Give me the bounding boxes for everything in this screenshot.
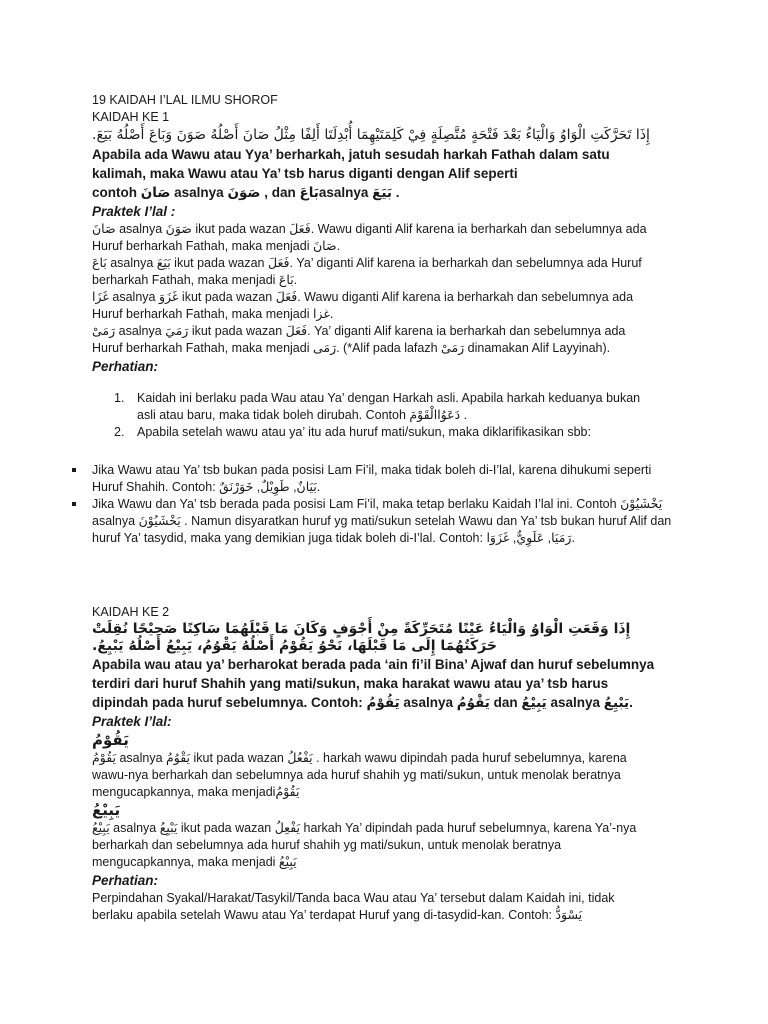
praktek-item: يَقُوْمُ asalnya يَقْوُمُ ikut pada wazan يَفْعُلُ . harkah wawu dipindah pada huruf sebelumnya, karena wawu-nya berharkah dan sebelumnya ada huruf shahih yg mati/sukun, untuk menolak beratnya mengucapkannya, maka menjadiيَقُوْمُ	[92, 751, 627, 799]
rule-explanation: Apabila wau atau ya’ berharokat berada pada ‘ain fi’il Bina’ Ajwaf dan huruf sebelumnya terdiri dari huruf Shahih yang mati/sukun, maka harakat wawu atau ya’ tsb harus dipindah pada huruf sebelumnya. Contoh: يَقُوْمُ asalnya يَقْوُمُ dan يَبِيْعُ asalnya يَبْيِعُ.	[92, 657, 655, 710]
arabic-rule: إِذَا تَحَرَّكَتِ الْوَاوُ وَالْيَاءُ بَعْدَ فَتْحَةٍ مُتَّصِلَةٍ فِيْ كَلِمَتَيْهِمَا أُبْدِلَتَا أَلِفًا مِثْلُ صَانَ أَصْلُهُ صَوَنَ وَبَاعَ أَصْلُهُ بَيَعَ.	[92, 127, 650, 143]
praktek-item: بَاعَ asalnya بَيَعَ ikut pada wazan فَعَلَ. Ya’ diganti Alif karena ia berharkah dan sebelumnya ada Huruf berharkah Fathah, maka menjadi بَاعَ.	[92, 256, 642, 287]
praktek-item: رَمَىْ asalnya رَمَيَ ikut pada wazan فَعَلَ. Ya’ diganti Alif karena ia berharkah dan sebelumnya ada Huruf berharkah Fathah, maka menjadi رَمَى. (*Alif pada lafazh رَمَىْ dinamakan Alif Layyinah).	[92, 324, 626, 355]
list-text: Kaidah ini berlaku pada Wau atau Ya’ dengan Harkah asli. Apabila harkah keduanya bukan asli atau baru, maka tidak boleh dirubah. Contoh دَعَوُاالْقَوْمَ .	[137, 391, 641, 422]
list-number: 2.	[114, 425, 125, 439]
kaidah-heading: KAIDAH KE 2	[92, 605, 170, 619]
list-number: 1.	[114, 391, 125, 405]
rule-explanation: Apabila ada Wawu atau Yya’ berharkah, jatuh sesudah harkah Fathah dalam satu kalimah, maka Wawu atau Ya’ tsb harus diganti dengan Alif seperti	[92, 147, 610, 181]
praktek-heading: Praktek I’lal:	[92, 714, 172, 729]
bullet-item	[72, 496, 672, 547]
section-kaidah-1	[92, 92, 658, 441]
praktek-item: صَانَ asalnya صَوَنَ ikut pada wazan فَعَلَ. Wawu diganti Alif karena ia berharkah dan sebelumnya ada Huruf berharkah Fathah, maka menjadi صَانَ.	[92, 222, 647, 253]
perhatian-heading: Perhatian:	[92, 873, 159, 888]
bullet-item	[72, 462, 672, 496]
list-item	[92, 424, 658, 441]
perhatian-heading: Perhatian:	[92, 359, 159, 374]
arabic-rule: إِذَا وَقَعَتِ الْوَاوُ وَالْيَاءُ عَيْنًا مُتَحَرِّكَةً مِنْ أَجْوَفٍ وَكَانَ مَا قَبْلَهُمَا سَاكِنًا صَحِيْحًا نُقِلَتْ حَرَكَتُهُمَا إِلَى مَا قَبْلَهَا، نَحْوُ يَقُوْمُ أَصْلُهُ يَقْوُمُ، يَبِيْعُ أَصْلُهُ يَبْيِعُ.	[92, 621, 631, 654]
praktek-item: غَزَا asalnya غَزَوَ ikut pada wazan فَعَلَ. Wawu diganti Alif karena ia berharkah dan sebelumnya ada Huruf berharkah Fathah, maka menjadi غزا.	[92, 290, 634, 321]
arabic-word: يَقُوْمُ	[92, 731, 129, 749]
section-kaidah-2	[92, 604, 658, 924]
document-title: 19 KAIDAH I’LAL ILMU SHOROF	[92, 93, 278, 107]
bullet-list	[72, 462, 672, 547]
bullet-text: Jika Wawu atau Ya’ tsb bukan pada posisi Lam Fi’il, maka tidak boleh di-I’lal, karena dihukumi seperti Huruf Shahih. Contoh: بَيَانٌ, طَوِيْلٌ, خَوَرْنَقٌ.	[92, 463, 652, 494]
bullet-text: Jika Wawu dan Ya’ tsb berada pada posisi Lam Fi’il, maka tetap berlaku Kaidah I’lal ini. Contoh يَخْشَيُوْنَ asalnya يَخْشَيُوْنَ . Namun disyaratkan huruf yg mati/sukun setelah Wawu dan Ya’ tsb bukan huruf Alif dan huruf Ya’ tasydid, maka yang demikian juga tidak boleh di-I’lal. Contoh: رَمَيَا, عَلَوِيٌّ, غَزَوَا.	[92, 497, 672, 545]
rule-example: contoh صَانَ asalnya صَوَنَ , dan بَاعَasalnya بَيَعَ .	[92, 185, 400, 200]
praktek-heading: Praktek I’lal :	[92, 204, 176, 219]
list-item	[92, 390, 658, 424]
perhatian-list	[92, 390, 658, 441]
bullet-marker	[72, 468, 76, 472]
list-text: Apabila setelah wawu atau ya’ itu ada huruf mati/sukun, maka diklarifikasikan sbb:	[137, 425, 591, 439]
kaidah-heading: KAIDAH KE 1	[92, 110, 170, 124]
arabic-word: يَبِيْعُ	[92, 801, 121, 819]
praktek-item: يَبِيْعُ asalnya يَبْيِعُ ikut pada wazan يَفْعِلُ harkah Ya’ dipindah pada huruf sebelumnya, karena Ya’-nya berharkah dan sebelumnya ada huruf shahih yg mati/sukun, untuk menolak beratnya mengucapkannya, maka menjadi يَبِيْعُ	[92, 821, 637, 869]
perhatian-text: Perpindahan Syakal/Harakat/Tasykil/Tanda baca Wau atau Ya’ tersebut dalam Kaidah ini, tidak berlaku apabila setelah Wawu atau Ya’ terdapat Huruf yang di-tasydid-kan. Contoh: يَسْوَدُّ	[92, 891, 615, 922]
bullet-marker	[72, 502, 76, 506]
